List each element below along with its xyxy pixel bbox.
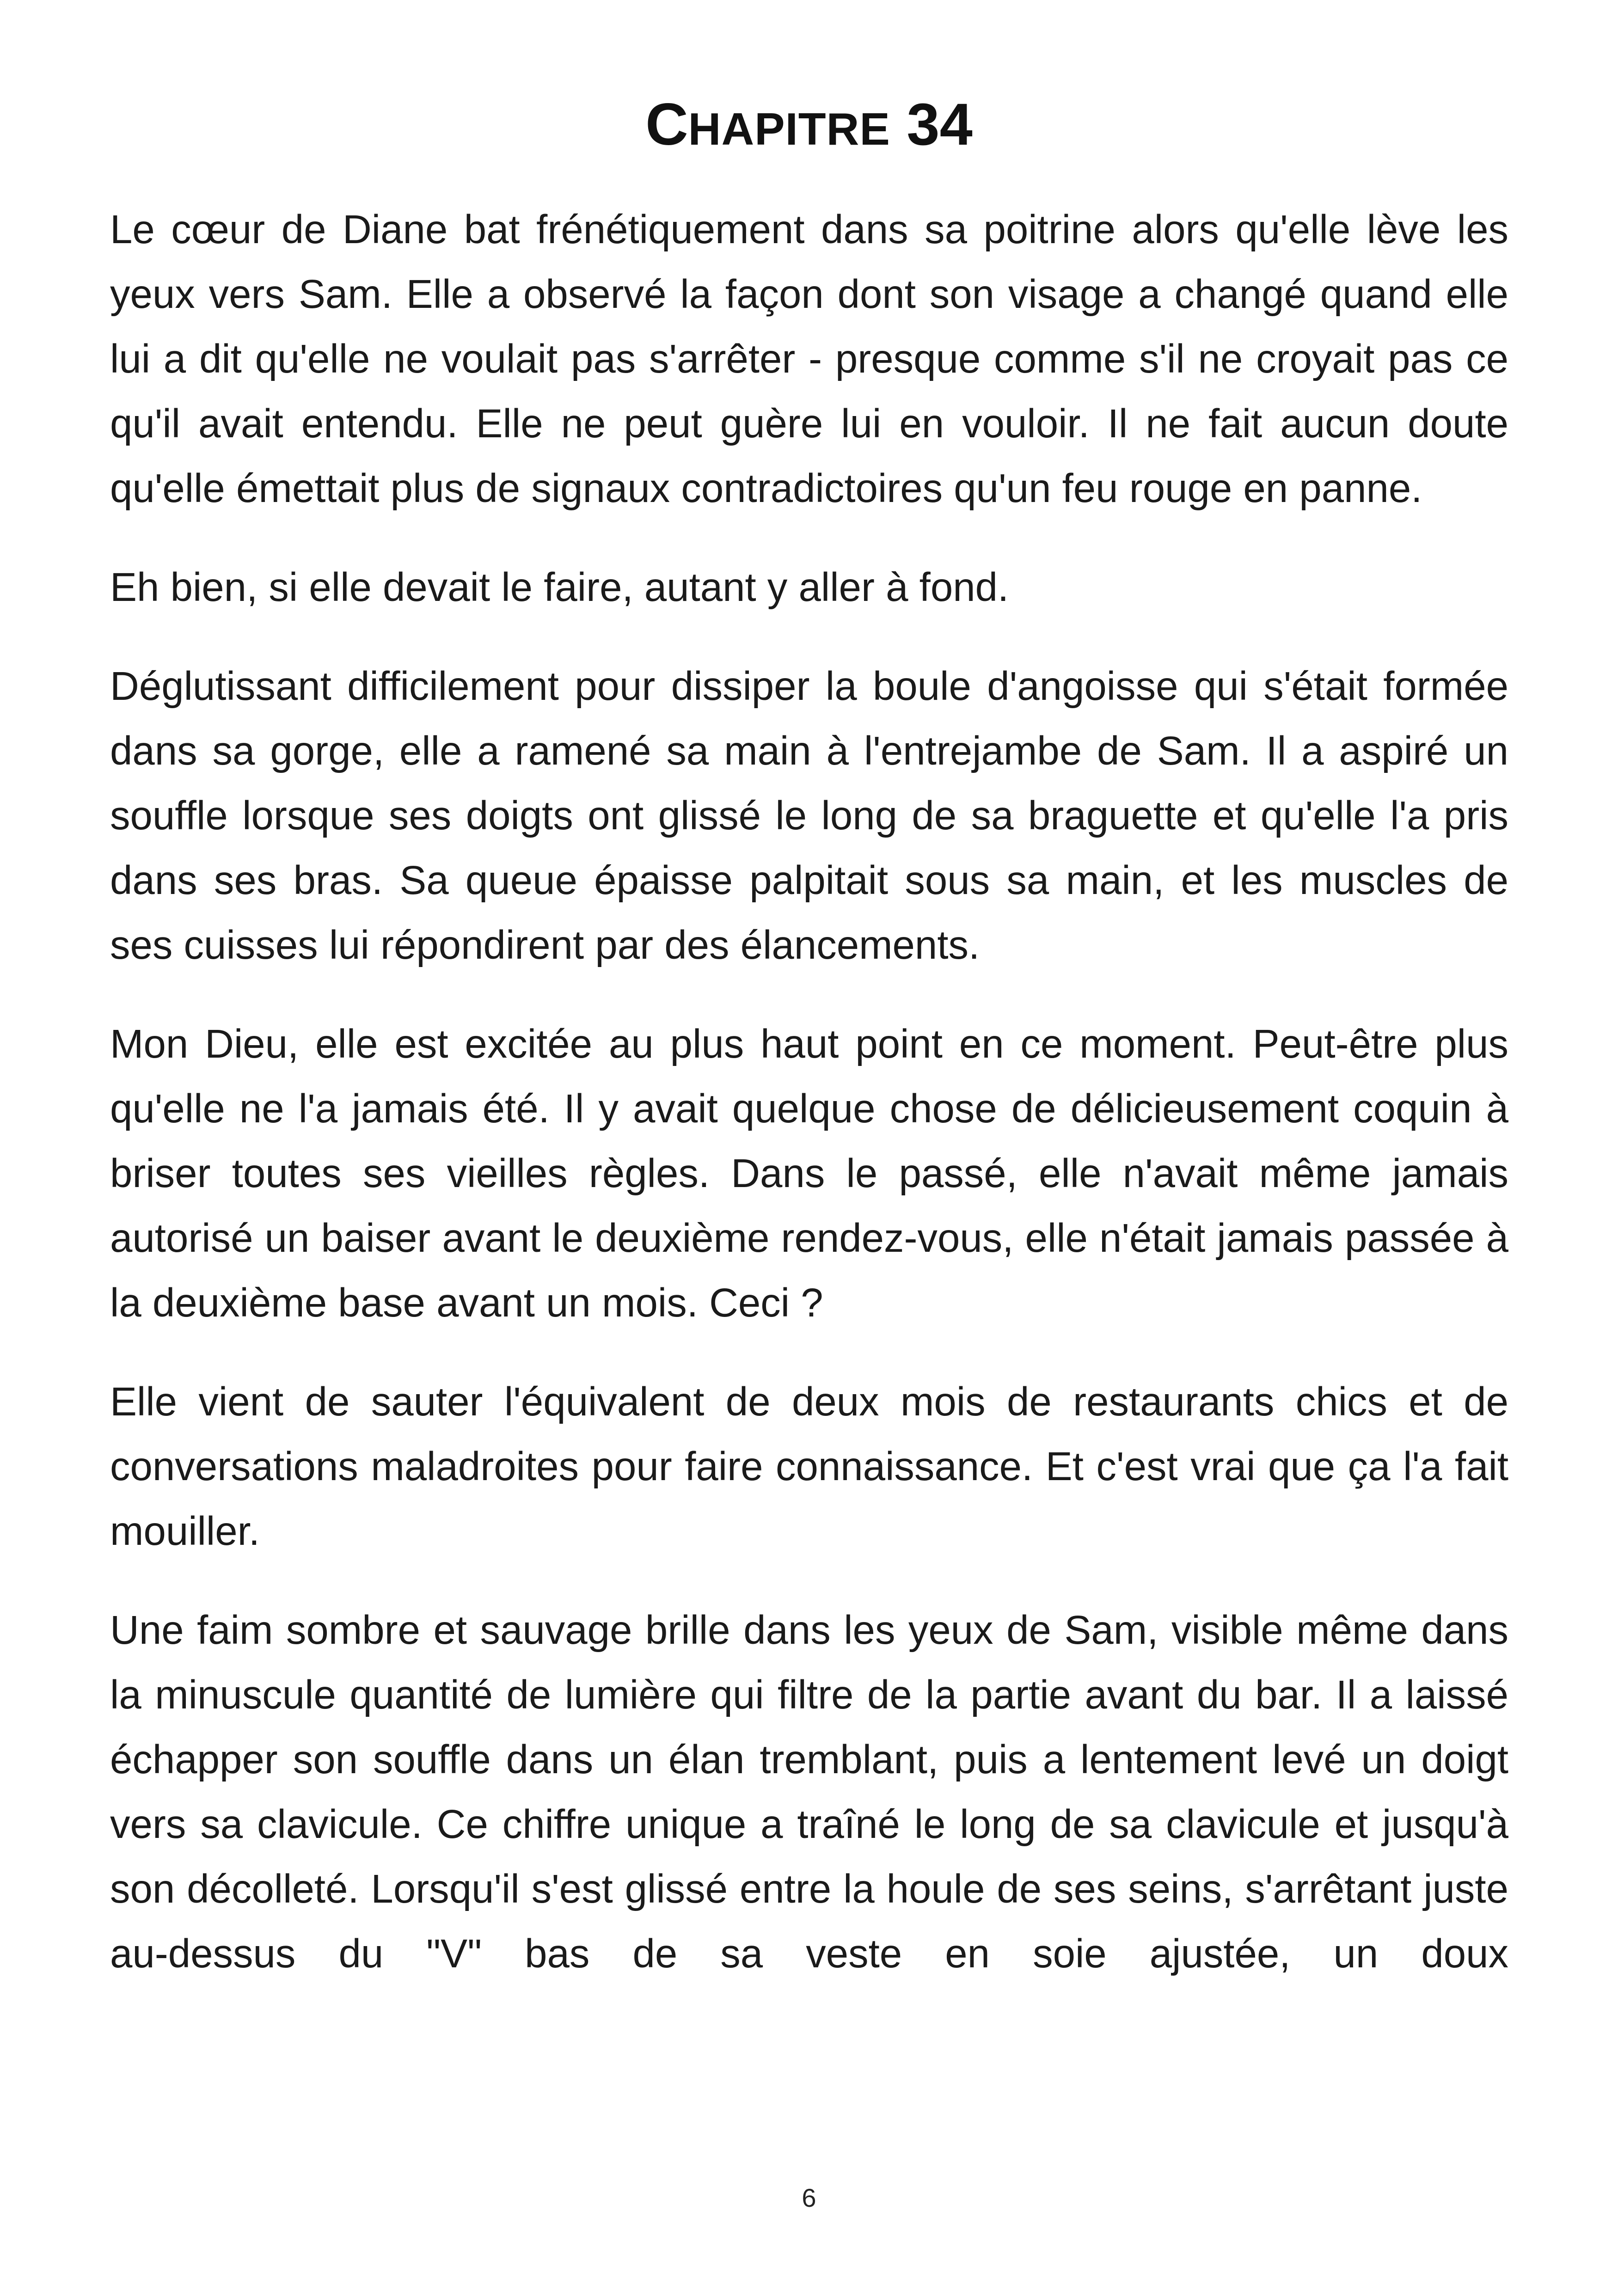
chapter-title-initial: C: [645, 92, 688, 158]
paragraph-3: Déglutissant difficilement pour dissiper la boule d'angoisse qui s'était formée dans sa gorge, elle a ramené sa main à l'entrejambe de Sam. Il a aspiré un souffle lorsque ses doigts ont glissé le long de sa braguette et qu'elle l'a pris dans ses bras. Sa queue épaisse palpitait sous sa main, et les muscles de ses cuisses lui répondirent par des élancements.: [110, 664, 1508, 967]
chapter-body: [110, 197, 1508, 2020]
chapter-number: 34: [907, 92, 973, 158]
paragraph-6: Une faim sombre et sauvage brille dans les yeux de Sam, visible même dans la minuscule quantité de lumière qui filtre de la partie avant du bar. Il a laissé échapper son souffle dans un élan tremblant, puis a lentement levé un doigt vers sa clavicule. Ce chiffre unique a traîné le long de sa clavicule et jusqu'à son décolleté. Lorsqu'il s'est glissé entre la houle de ses seins, s'arrêtant juste au-dessus du "V" bas de sa veste en soie ajustée, un doux: [110, 1608, 1508, 1976]
chapter-title-word: HAPITRE: [688, 104, 890, 154]
paragraph-5: Elle vient de sauter l'équivalent de deux mois de restaurants chics et de conversations maladroites pour faire connaissance. Et c'est vrai que ça l'a fait mouiller.: [110, 1379, 1508, 1554]
paragraph-2: Eh bien, si elle devait le faire, autant y aller à fond.: [110, 565, 1009, 610]
chapter-title: [0, 90, 1618, 164]
paragraph-1: Le cœur de Diane bat frénétiquement dans sa poitrine alors qu'elle lève les yeux vers Sam. Elle a observé la façon dont son visage a changé quand elle lui a dit qu'elle ne voulait pas s'arrêter - presque comme s'il ne croyait pas ce qu'il avait entendu. Elle ne peut guère lui en vouloir. Il ne fait aucun doute qu'elle émettait plus de signaux contradictoires qu'un feu rouge en panne.: [110, 207, 1508, 511]
paragraph-4: Mon Dieu, elle est excitée au plus haut point en ce moment. Peut-être plus qu'elle ne l'a jamais été. Il y avait quelque chose de délicieusement coquin à briser toutes ses vieilles règles. Dans le passé, elle n'avait même jamais autorisé un baiser avant le deuxième rendez-vous, elle n'était jamais passée à la deuxième base avant un mois. Ceci ?: [110, 1022, 1508, 1325]
page-number: 6: [802, 2183, 816, 2212]
